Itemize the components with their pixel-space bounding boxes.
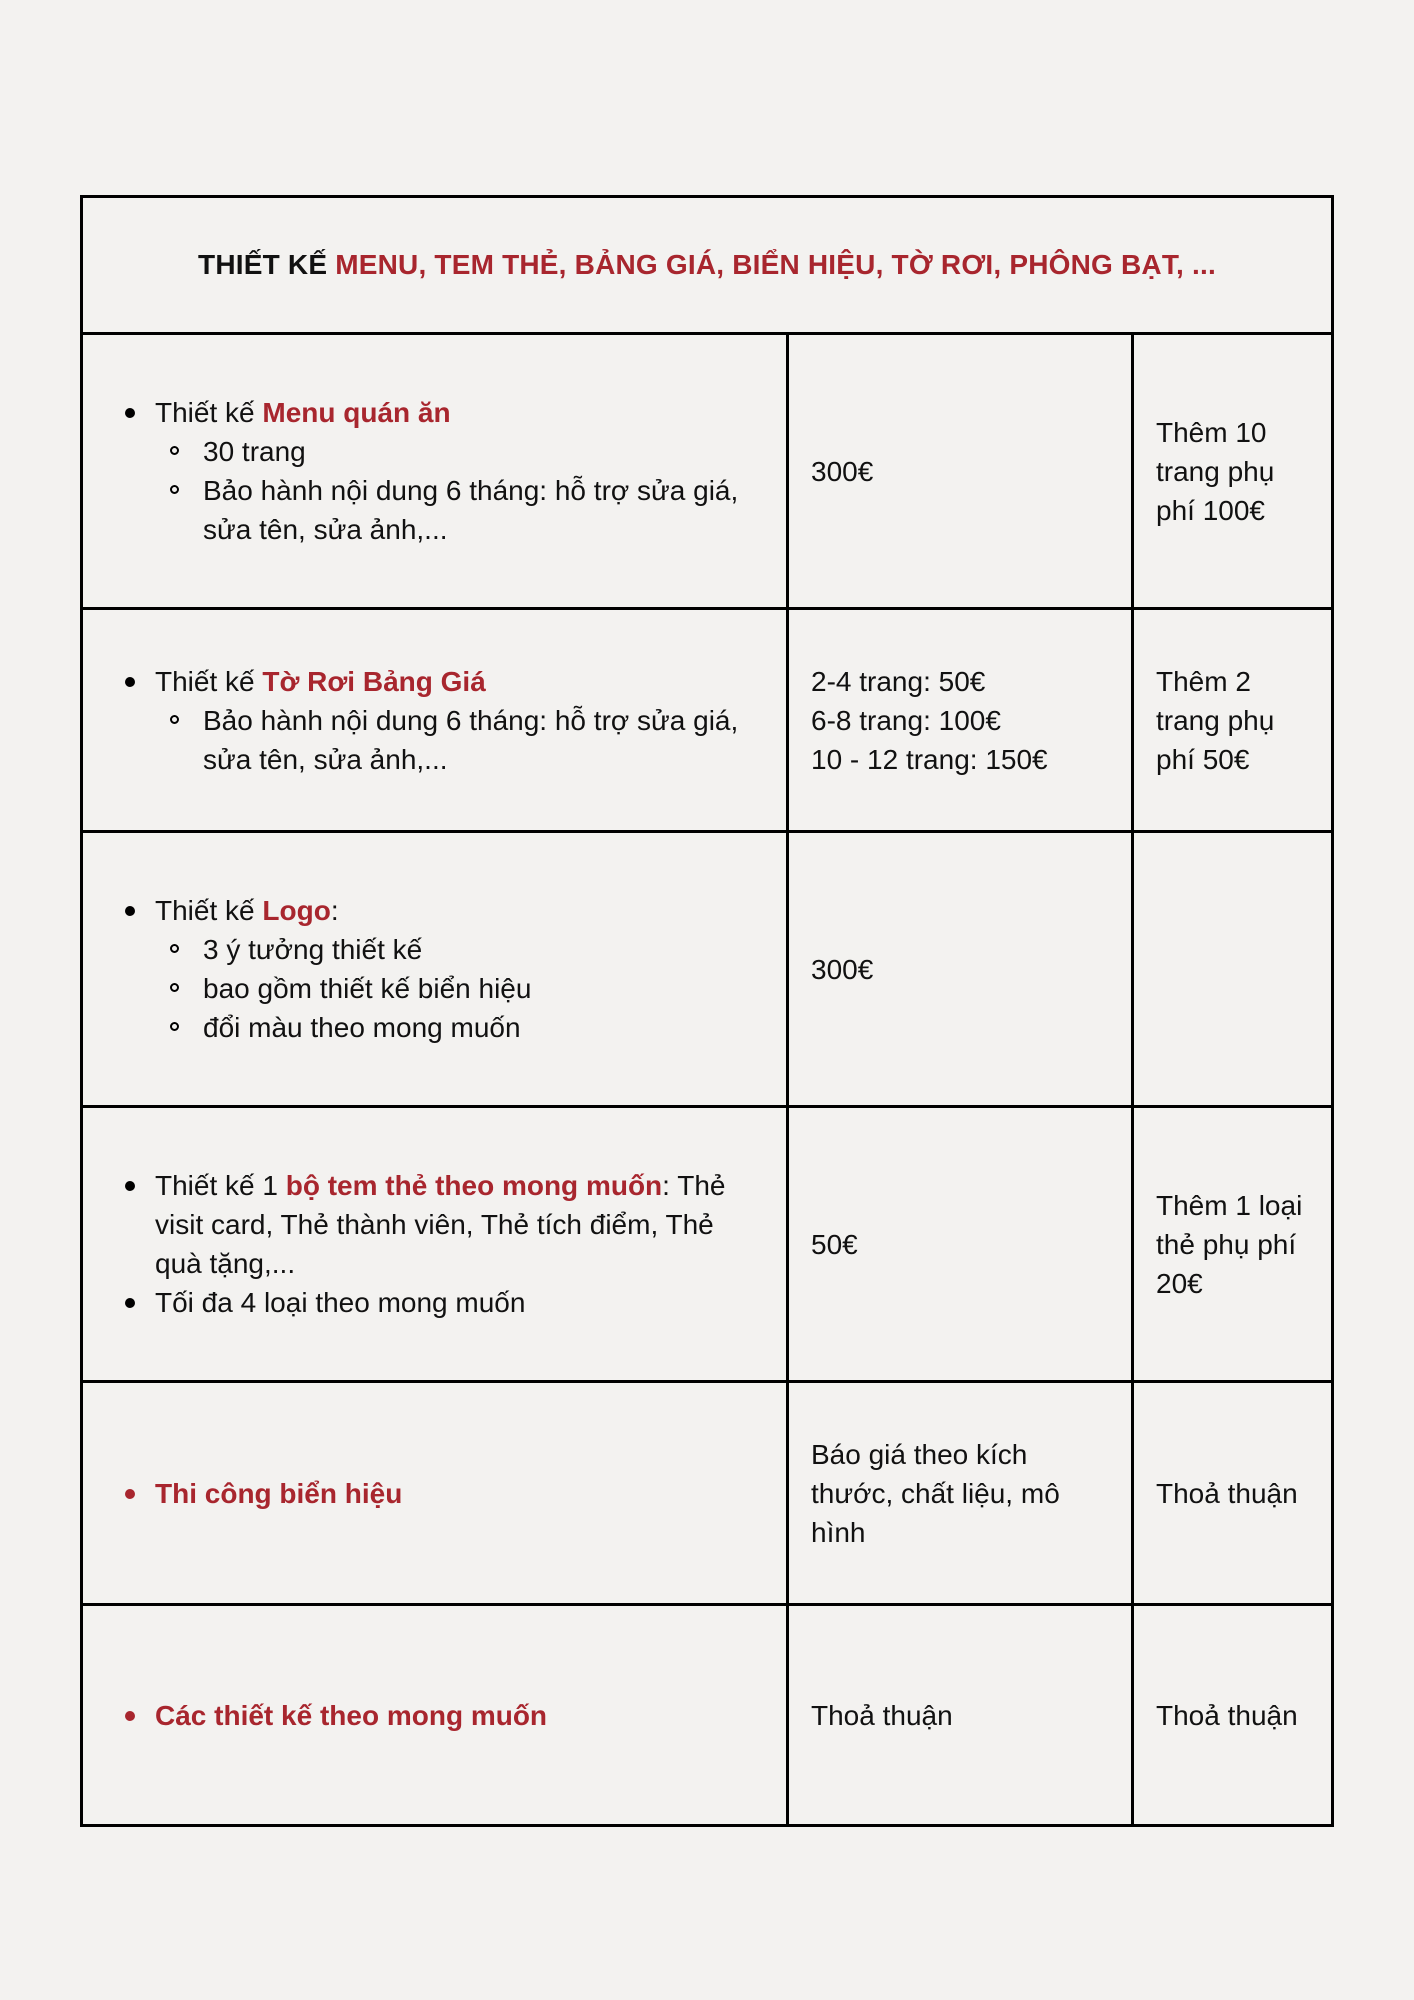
extra-fee-cell [1134, 833, 1331, 1105]
table-title [83, 198, 1331, 335]
table-row-logo [83, 833, 1331, 1108]
title-accent: MENU, TEM THẺ, BẢNG GIÁ, BIỂN HIỆU, TỜ RƠI, PHÔNG BẠT, ... [335, 249, 1216, 280]
detail-item: 3 ý tưởng thiết kế [155, 930, 531, 969]
price-cell: 300€ [789, 335, 1134, 607]
detail-item: 30 trang [155, 432, 764, 471]
title-prefix: THIẾT KẾ [198, 249, 328, 280]
price-line: 6-8 trang: 100€ [811, 704, 1001, 736]
service-cell [83, 1108, 789, 1380]
price-line: 2-4 trang: 50€ [811, 665, 986, 697]
price-cell: 50€ [789, 1108, 1134, 1380]
price-cell: Báo giá theo kích thước, chất liệu, mô hình [789, 1383, 1134, 1603]
service-name: Tờ Rơi Bảng Giá [262, 665, 486, 697]
price-line: 10 - 12 trang: 150€ [811, 743, 1048, 775]
service-name: Thi công biển hiệu [123, 1474, 402, 1513]
extra-fee-cell: Thêm 2 trang phụ phí 50€ [1156, 665, 1275, 775]
service-cell [83, 1383, 789, 1603]
service-cell [83, 335, 789, 607]
service-name: Menu quán ăn [262, 397, 451, 428]
extra-fee-cell: Thêm 10 trang phụ phí 100€ [1156, 416, 1275, 526]
extra-fee-cell: Thoả thuận [1156, 1477, 1298, 1509]
service-cell [83, 1606, 789, 1824]
detail-item: đổi màu theo mong muốn [155, 1008, 531, 1047]
table-row-cards [83, 1108, 1331, 1383]
service-item: Thiết kế 1 bộ tem thẻ theo mong muốn: Thẻ visit card, Thẻ thành viên, Thẻ tích điểm, Thẻ quà tặng,... [123, 1166, 764, 1283]
service-name: bộ tem thẻ theo mong muốn [285, 1170, 663, 1201]
service-item: Thiết kế Logo: 3 ý tưởng thiết kế bao gồm thiết kế biển hiệu đổi màu theo mong muốn [123, 891, 531, 1047]
service-name: Logo [262, 895, 331, 926]
service-item: Thiết kế Menu quán ăn 30 trang Bảo hành nội dung 6 tháng: hỗ trợ sửa giá, sửa tên, sửa ảnh,... [123, 393, 764, 549]
extra-fee-cell: Thoả thuận [1156, 1699, 1298, 1731]
detail-item: Bảo hành nội dung 6 tháng: hỗ trợ sửa giá, sửa tên, sửa ảnh,... [155, 471, 764, 549]
service-item: Thiết kế Tờ Rơi Bảng Giá Bảo hành nội dung 6 tháng: hỗ trợ sửa giá, sửa tên, sửa ảnh,... [123, 662, 764, 779]
price-cell: Thoả thuận [789, 1606, 1134, 1824]
pricing-table [80, 195, 1334, 1827]
table-row-signage [83, 1383, 1331, 1606]
table-row-custom [83, 1606, 1331, 1824]
detail-item: bao gồm thiết kế biển hiệu [155, 969, 531, 1008]
service-item: Tối đa 4 loại theo mong muốn [123, 1283, 764, 1322]
price-cell [789, 610, 1134, 830]
price-cell: 300€ [789, 833, 1134, 1105]
service-cell [83, 833, 789, 1105]
service-name: Các thiết kế theo mong muốn [123, 1696, 547, 1735]
extra-fee-cell: Thêm 1 loại thẻ phụ phí 20€ [1156, 1189, 1303, 1299]
table-row-flyer [83, 610, 1331, 833]
table-row-menu [83, 335, 1331, 610]
service-cell [83, 610, 789, 830]
detail-item: Bảo hành nội dung 6 tháng: hỗ trợ sửa giá, sửa tên, sửa ảnh,... [155, 701, 764, 779]
